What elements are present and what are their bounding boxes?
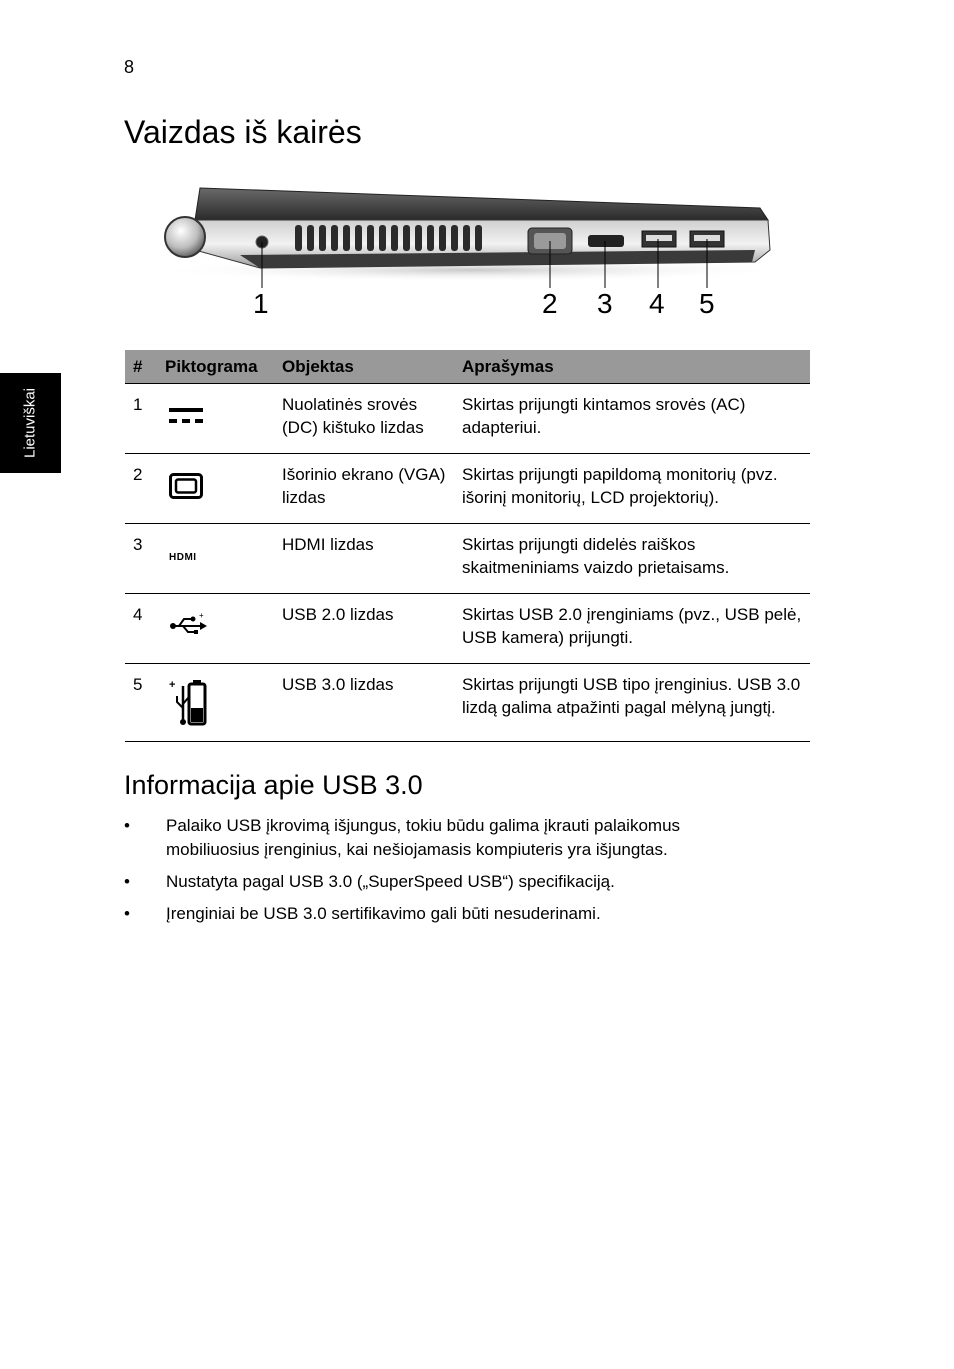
row-num: 1 bbox=[125, 384, 157, 454]
svg-text:+: + bbox=[169, 679, 176, 691]
row-num: 4 bbox=[125, 594, 157, 664]
hdmi-icon bbox=[169, 550, 205, 562]
header-num: # bbox=[125, 350, 157, 384]
table-header-row bbox=[125, 350, 810, 384]
section-title: Informacija apie USB 3.0 bbox=[124, 770, 423, 800]
row-num: 5 bbox=[125, 664, 157, 742]
hdmi-icon-text: HDMI bbox=[169, 552, 197, 562]
header-description: Aprašymas bbox=[454, 350, 810, 384]
page-number: 8 bbox=[124, 57, 135, 77]
table-row bbox=[125, 594, 810, 664]
header-item: Objektas bbox=[274, 350, 454, 384]
list-item-text: Įrenginiai be USB 3.0 sertifikavimo gali būti nesuderinami. bbox=[166, 904, 601, 923]
table-row bbox=[125, 524, 810, 594]
vga-port-icon bbox=[169, 473, 203, 499]
list-item bbox=[124, 902, 764, 926]
row-item: USB 2.0 lizdas bbox=[274, 594, 454, 664]
page-title: Vaizdas iš kairės bbox=[124, 114, 362, 150]
list-item-text: Palaiko USB įkrovimą išjungus, tokiu būdu galima įkrauti palaikomus mobiliuosius įrenginius, kai nešiojamasis kompiuteris yra išjungtas. bbox=[166, 816, 681, 859]
table-row bbox=[125, 454, 810, 524]
svg-text:+: + bbox=[199, 612, 204, 620]
bullet-dot: • bbox=[124, 872, 130, 891]
row-description: Skirtas prijungti papildomą monitorių (pvz. išorinį monitorių, LCD projektorių). bbox=[454, 454, 810, 524]
usb-charge-icon bbox=[169, 678, 209, 726]
list-item-text: Nustatyta pagal USB 3.0 („SuperSpeed USB“) specifikaciją. bbox=[166, 872, 615, 891]
table-row bbox=[125, 664, 810, 742]
bullet-dot: • bbox=[124, 904, 130, 923]
callout-5: 5 bbox=[699, 288, 715, 319]
row-num: 3 bbox=[125, 524, 157, 594]
row-item: Nuolatinės srovės (DC) kištuko lizdas bbox=[274, 384, 454, 454]
bullet-list bbox=[124, 814, 764, 934]
ports-table bbox=[125, 350, 810, 742]
row-description: Skirtas USB 2.0 įrenginiams (pvz., USB pelė, USB kamera) prijungti. bbox=[454, 594, 810, 664]
row-description: Skirtas prijungti didelės raiškos skaitmeniniams vaizdo prietaisams. bbox=[454, 524, 810, 594]
language-side-tab bbox=[0, 373, 61, 473]
list-item bbox=[124, 870, 764, 894]
bullet-dot: • bbox=[124, 816, 130, 835]
row-description: Skirtas prijungti kintamos srovės (AC) adapteriui. bbox=[454, 384, 810, 454]
dc-power-icon bbox=[169, 406, 203, 426]
callout-4: 4 bbox=[649, 288, 665, 319]
row-num: 2 bbox=[125, 454, 157, 524]
callout-3: 3 bbox=[597, 288, 613, 319]
row-item: HDMI lizdas bbox=[274, 524, 454, 594]
usb-icon bbox=[169, 612, 207, 636]
side-tab-label: Lietuviškai bbox=[21, 387, 39, 459]
row-description: Skirtas prijungti USB tipo įrenginius. USB 3.0 lizdą galima atpažinti pagal mėlyną jungtį. bbox=[454, 664, 810, 742]
row-item: USB 3.0 lizdas bbox=[274, 664, 454, 742]
table-row bbox=[125, 384, 810, 454]
list-item bbox=[124, 814, 764, 862]
header-icon: Piktograma bbox=[157, 350, 274, 384]
row-item: Išorinio ekrano (VGA) lizdas bbox=[274, 454, 454, 524]
callout-1: 1 bbox=[253, 288, 269, 319]
callout-2: 2 bbox=[542, 288, 558, 319]
